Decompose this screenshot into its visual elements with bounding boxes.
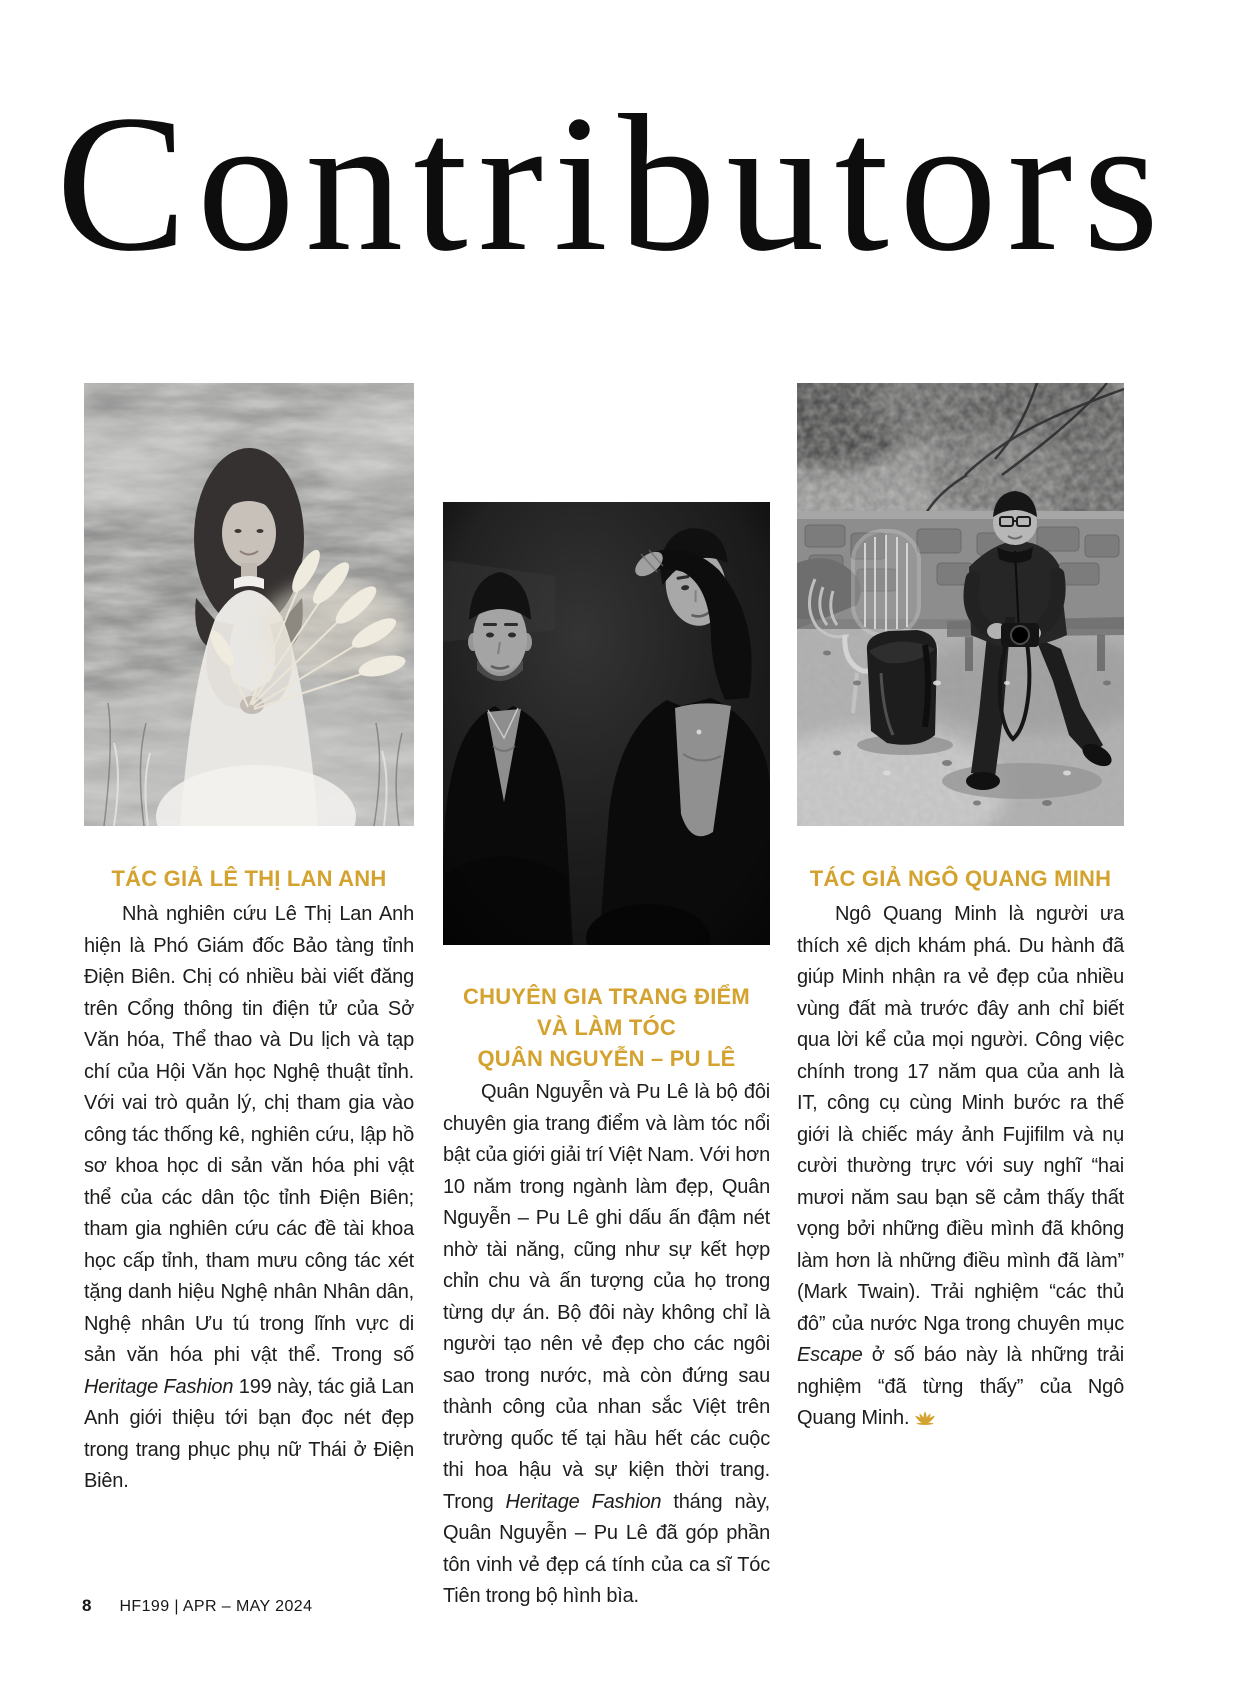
stone-wall (797, 511, 1124, 631)
photo-quan-nguyen-pu-le (443, 502, 770, 945)
heading-line: VÀ LÀM TÓC (537, 1015, 676, 1040)
heading-line: QUÂN NGUYỄN – PU LÊ (477, 1046, 736, 1071)
bio-text: Ngô Quang Minh là người ưa thích xê dịch khám phá. Du hành đã giúp Minh nhận ra vẻ đẹp của nhiều vùng đất mà trước đây anh chỉ biết qua lời kể của mọi người. Công việc chính trong 17 năm qua của anh là IT, công cụ cùng Minh bước ra thế giới là chiếc máy ảnh Fujifilm và nụ cười thường trực với suy nghĩ “hai mươi năm sau bạn sẽ cảm thấy thất vọng bởi những điều mình đã không làm hơn là những điều mình đã làm” (Mark Twain). Trải nghiệm “các thủ đô” của nước Nga trong chuyên mục Escape ở số báo này là những trải nghiệm “đã từng thấy” của Ngô Quang Minh. (797, 903, 1124, 1429)
heading-line: TÁC GIẢ LÊ THỊ LAN ANH (111, 866, 387, 891)
photo-le-thi-lan-anh (84, 383, 414, 826)
heading-line: TÁC GIẢ NGÔ QUANG MINH (809, 866, 1112, 891)
photo-ngo-quang-minh (797, 383, 1124, 826)
bio-ngo-quang-minh (797, 899, 1124, 1435)
heading-quan-nguyen-pu-le (443, 981, 770, 1074)
bio-text: Quân Nguyễn và Pu Lê là bộ đôi chuyên gia trang điểm và làm tóc nổi bật của giới giải trí Việt Nam. Với hơn 10 năm trong ngành làm đẹp, Quân Nguyễn – Pu Lê ghi dấu ấn đậm nét nhờ tài năng, cũng như sự kết hợp chỉn chu và ấn tượng của họ trong từng dự án. Bộ đôi này không chỉ là người tạo nên vẻ đẹp cho các ngôi sao trong nước, mà còn đứng sau thành công của nhan sắc Việt trên trường quốc tế tại hầu hết các cuộc thi hoa hậu và sự kiện thời trang. Trong Heritage Fashion tháng này, Quân Nguyễn – Pu Lê đã góp phần tôn vinh vẻ đẹp cá tính của ca sĩ Tóc Tiên trong bộ hình bìa. (443, 1081, 770, 1607)
heading-le-thi-lan-anh (84, 863, 414, 894)
page-footer (82, 1596, 312, 1616)
bio-quan-nguyen-pu-le (443, 1077, 770, 1613)
photo-man-outdoors-camera (797, 383, 1124, 826)
heading-ngo-quang-minh (797, 863, 1124, 894)
photo-two-men-black-suits (443, 502, 770, 945)
bio-text: Nhà nghiên cứu Lê Thị Lan Anh hiện là Phó Giám đốc Bảo tàng tỉnh Điện Biên. Chị có nhiều bài viết đăng trên Cổng thông tin điện tử của Sở Văn hóa, Thể thao và Du lịch và tạp chí của Hội Văn học Nghệ thuật tỉnh. Với vai trò quản lý, chị tham gia vào công tác thống kê, nghiên cứu, lập hồ sơ khoa học di sản văn hóa phi vật thể của các dân tộc tỉnh Điện Biên; tham gia nghiên cứu các đề tài khoa học cấp tỉnh, tham mưu công tác xét tặng danh hiệu Nghệ nhân Nhân dân, Nghệ nhân Ưu tú trong lĩnh vực di sản văn hóa phi vật thể. Trong số Heritage Fashion 199 này, tác giả Lan Anh giới thiệu tới bạn đọc nét đẹp trong trang phục phụ nữ Thái ở Điện Biên. (84, 903, 415, 1492)
lotus-icon (914, 1411, 936, 1426)
photo-woman-pampas-field (84, 383, 414, 826)
page-number: 8 (82, 1596, 92, 1615)
heading-line: CHUYÊN GIA TRANG ĐIỂM (463, 984, 750, 1009)
page-title: Contributors (56, 75, 1170, 292)
issue-label: HF199 | APR – MAY 2024 (119, 1598, 313, 1615)
bio-le-thi-lan-anh (84, 899, 414, 1498)
